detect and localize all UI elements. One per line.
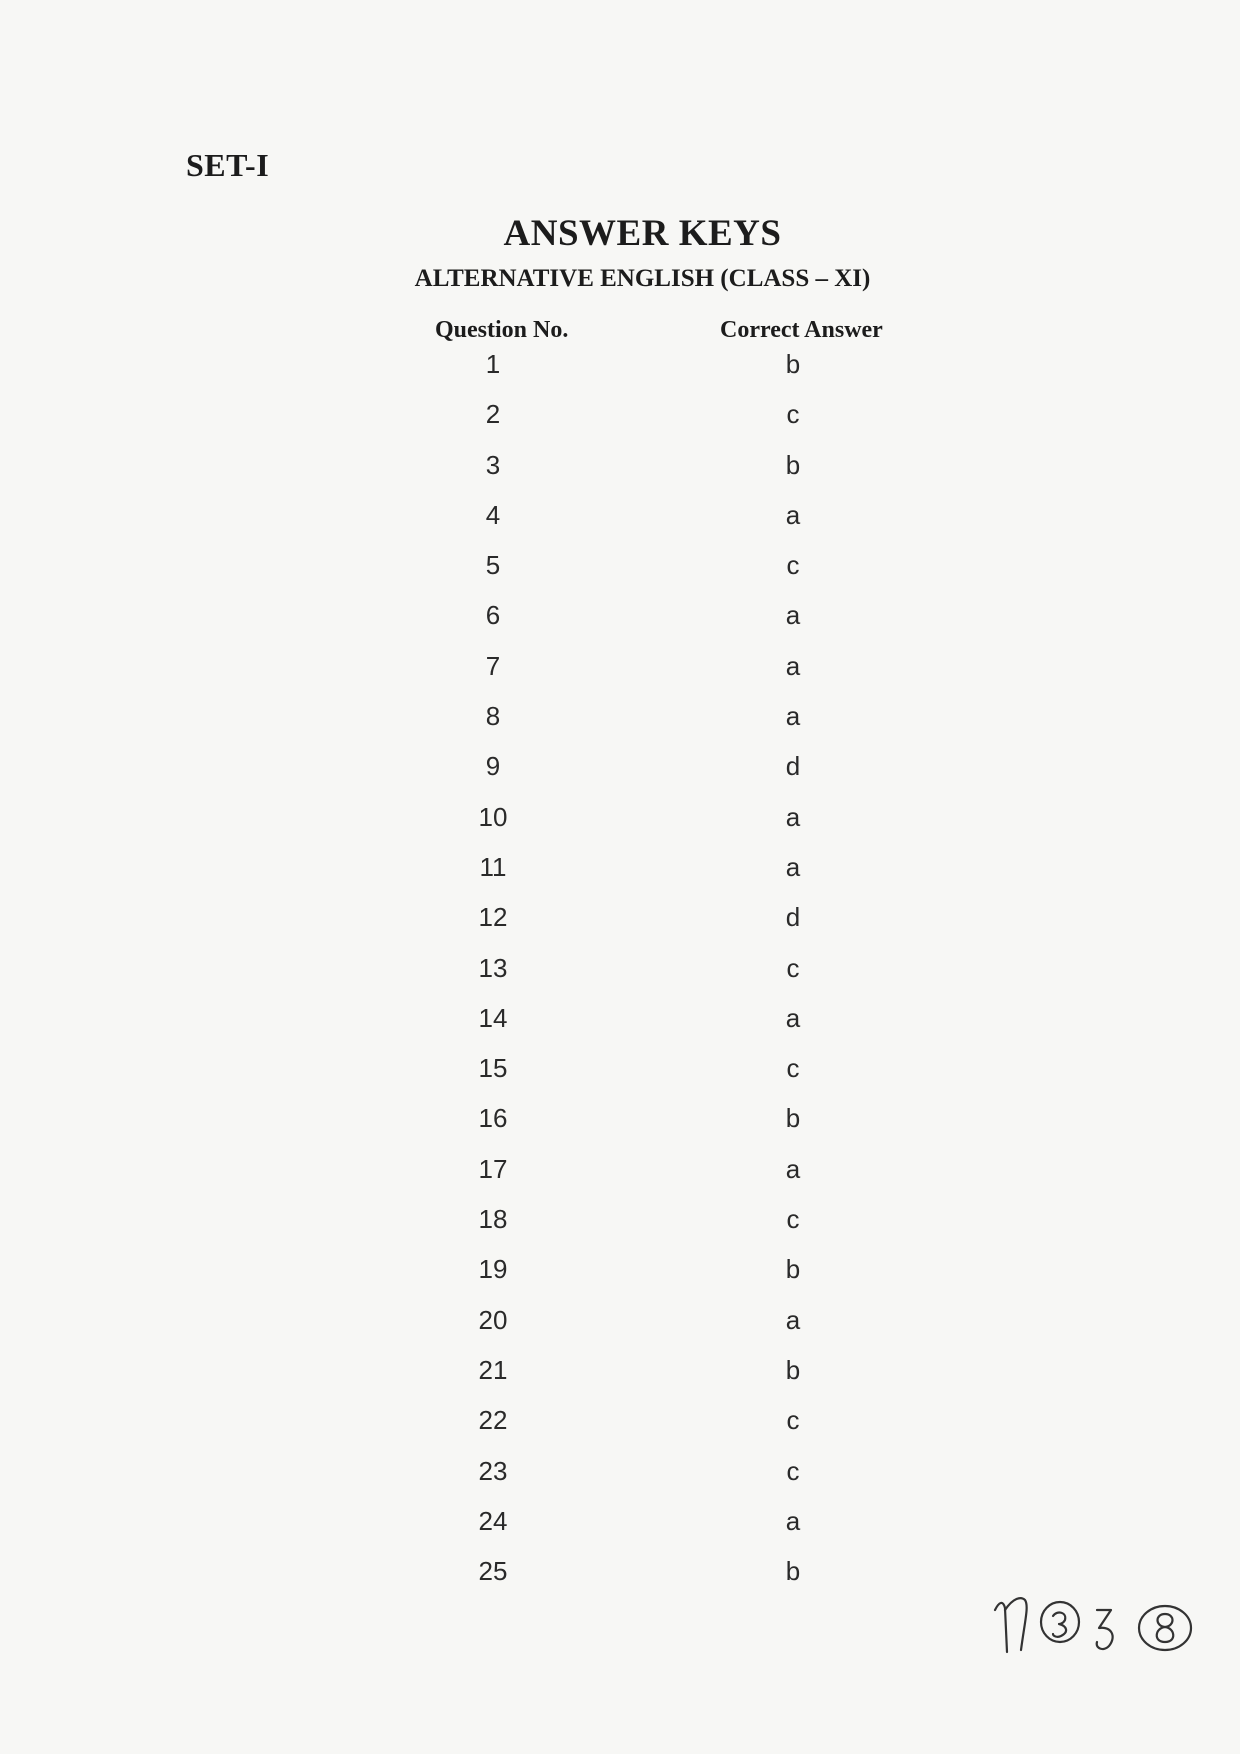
- correct-answer: a: [785, 1002, 801, 1033]
- set-label: SET-I: [186, 147, 270, 183]
- table-row: [0, 600, 1240, 650]
- table-row: [0, 500, 1240, 550]
- page-subtitle: ALTERNATIVE ENGLISH (CLASS – XI): [414, 265, 871, 292]
- question-number: 10: [478, 801, 508, 832]
- question-number: 11: [479, 851, 507, 882]
- question-number: 20: [478, 1304, 508, 1335]
- table-row: [0, 1154, 1240, 1204]
- correct-answer: b: [785, 1254, 801, 1285]
- table-row: [0, 1103, 1240, 1153]
- table-row: [0, 852, 1240, 902]
- correct-answer: c: [786, 399, 800, 430]
- table-row: [0, 1506, 1240, 1556]
- table-row: [0, 1254, 1240, 1304]
- table-row: [0, 701, 1240, 751]
- table-row: [0, 1305, 1240, 1355]
- table-row: [0, 550, 1240, 600]
- correct-answer: b: [785, 1103, 801, 1134]
- correct-answer: c: [786, 1455, 800, 1486]
- correct-answer: a: [785, 600, 801, 631]
- correct-answer: d: [785, 751, 801, 782]
- correct-answer: b: [785, 449, 801, 480]
- table-row: [0, 902, 1240, 952]
- correct-answer: c: [786, 1204, 800, 1235]
- correct-answer: a: [785, 801, 801, 832]
- correct-answer: a: [785, 1153, 801, 1184]
- table-row: [0, 349, 1240, 399]
- correct-answer: b: [785, 1556, 801, 1587]
- question-number: 17: [478, 1153, 508, 1184]
- table-row: [0, 1405, 1240, 1455]
- table-row: [0, 802, 1240, 852]
- correct-answer: a: [785, 499, 801, 530]
- question-number: 7: [485, 650, 501, 681]
- question-number: 12: [478, 902, 508, 933]
- correct-answer: c: [786, 550, 800, 581]
- correct-answer: d: [785, 902, 801, 933]
- table-row: [0, 450, 1240, 500]
- question-number: 22: [478, 1405, 508, 1436]
- question-number: 4: [485, 499, 501, 530]
- table-row: [0, 399, 1240, 449]
- table-row: [0, 1204, 1240, 1254]
- table-row: [0, 751, 1240, 801]
- correct-answer: a: [785, 1505, 801, 1536]
- question-number: 19: [478, 1254, 508, 1285]
- question-number: 3: [485, 449, 501, 480]
- correct-answer: a: [785, 650, 801, 681]
- handwritten-note-mark: [985, 1580, 1215, 1670]
- question-number: 21: [478, 1354, 508, 1385]
- question-number: 6: [485, 600, 501, 631]
- question-number: 8: [485, 701, 501, 732]
- correct-answer: c: [786, 1053, 800, 1084]
- correct-answer: a: [785, 1304, 801, 1335]
- question-number: 24: [478, 1505, 508, 1536]
- question-number: 16: [478, 1103, 508, 1134]
- question-number: 9: [485, 751, 501, 782]
- correct-answer: b: [785, 349, 801, 379]
- correct-answer: a: [785, 701, 801, 732]
- question-column-header: Question No.: [435, 317, 569, 343]
- question-number: 5: [485, 550, 501, 581]
- question-number: 18: [478, 1204, 508, 1235]
- table-row: [0, 1355, 1240, 1405]
- table-row: [0, 651, 1240, 701]
- answer-column-header: Correct Answer: [720, 317, 883, 343]
- table-row: [0, 1053, 1240, 1103]
- correct-answer: b: [785, 1354, 801, 1385]
- correct-answer: a: [785, 851, 801, 882]
- question-number: 23: [478, 1455, 508, 1486]
- question-number: 2: [485, 399, 501, 430]
- question-number: 14: [478, 1002, 508, 1033]
- question-number: 25: [478, 1556, 508, 1587]
- question-number: 1: [485, 349, 501, 379]
- table-row: [0, 1003, 1240, 1053]
- question-number: 13: [478, 952, 508, 983]
- question-number: 15: [478, 1053, 508, 1084]
- correct-answer: c: [786, 1405, 800, 1436]
- table-row: [0, 953, 1240, 1003]
- table-row: [0, 1456, 1240, 1506]
- page-title: ANSWER KEYS: [503, 213, 782, 254]
- correct-answer: c: [786, 952, 800, 983]
- answer-table: [0, 349, 1240, 1606]
